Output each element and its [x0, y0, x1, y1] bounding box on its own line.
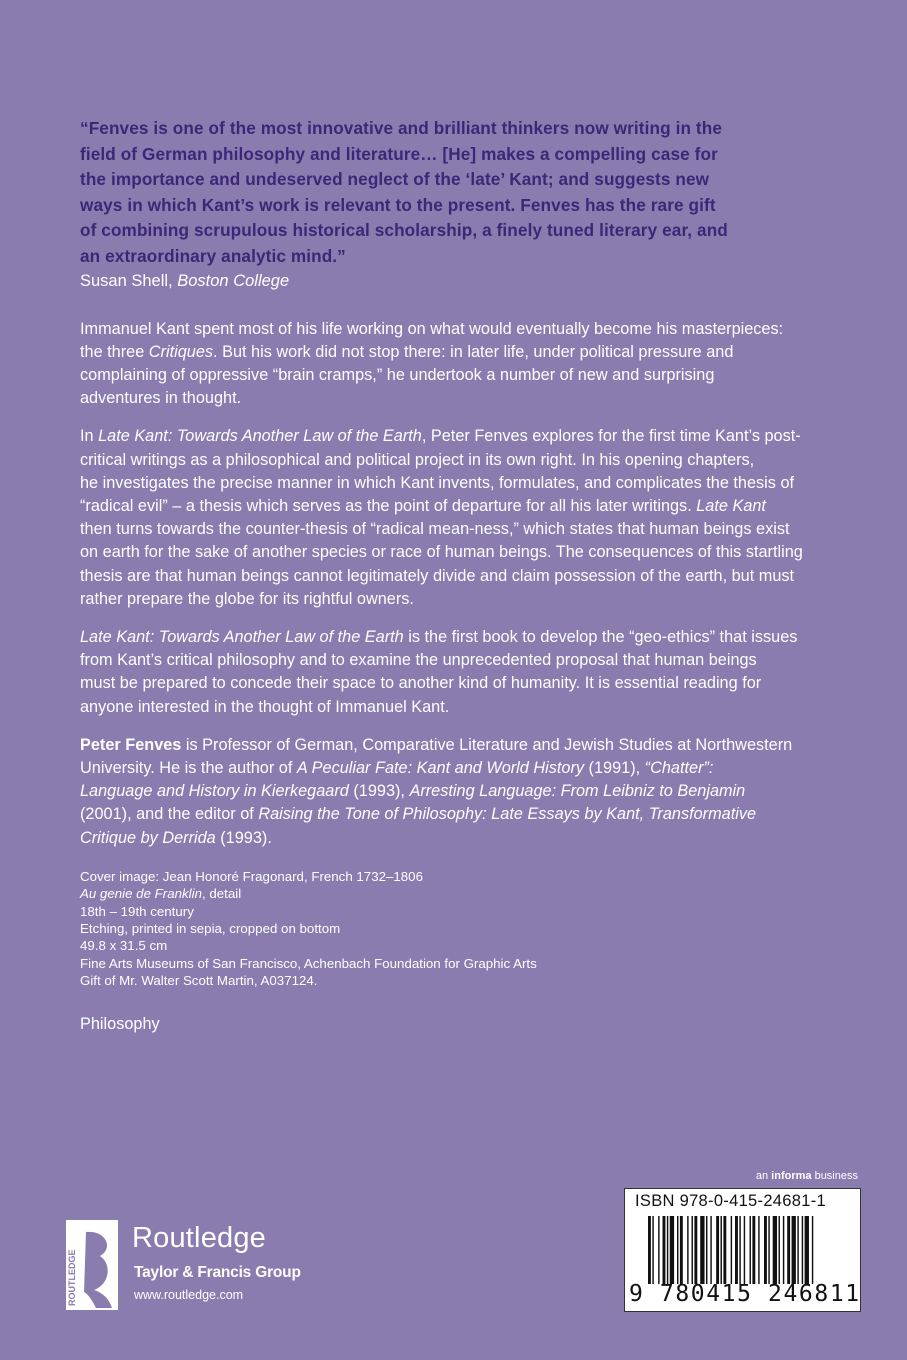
credit-line: Gift of Mr. Walter Scott Martin, A037124. — [80, 973, 318, 989]
text-run-italic: Late Kant: Towards Another Law of the Earth — [80, 628, 404, 646]
text-run-italic: A Peculiar Fate: Kant and World History — [296, 759, 585, 778]
author-bio — [80, 734, 850, 850]
subject-category: Philosophy — [80, 1014, 160, 1033]
text-run: (2001), and the editor of — [80, 805, 259, 824]
barcode-bar — [680, 1216, 683, 1284]
barcode-bar — [758, 1216, 759, 1284]
text-run-italic: “Chatter”: — [644, 759, 714, 778]
isbn-label: ISBN 978-0-415-24681-1 — [635, 1192, 826, 1210]
text-run-italic: Raising the Tone of Philosophy: Late Essays by Kant, Transformative — [258, 805, 757, 824]
barcode-bar — [652, 1216, 653, 1284]
barcode-bar — [735, 1216, 738, 1284]
barcode-bar — [692, 1216, 693, 1284]
barcode-bar — [670, 1216, 674, 1284]
credit-line — [80, 885, 850, 902]
text-run-italic: Late Kant: Towards Another Law of the Earth — [98, 427, 422, 446]
text-run: In — [80, 427, 99, 446]
barcode-bar — [779, 1216, 780, 1284]
barcode-bar — [787, 1216, 790, 1284]
author-name: Peter Fenves — [80, 735, 182, 754]
barcode-icon — [648, 1216, 848, 1284]
text-run: thesis are that human beings cannot legitimately divide and claim possession of the earth, but must — [80, 566, 795, 585]
routledge-logo-icon — [66, 1220, 118, 1310]
barcode-bar — [805, 1216, 809, 1284]
publisher-group: Taylor & Francis Group — [134, 1264, 301, 1281]
quote-text — [80, 116, 850, 270]
barcode-bar — [797, 1216, 798, 1284]
text-run-italic: Au genie de Franklin — [80, 886, 202, 902]
barcode-bar — [731, 1216, 732, 1284]
publisher-url: www.routledge.com — [134, 1288, 244, 1302]
text-run: is the first book to develop the “geo-ethics” that issues — [403, 628, 798, 646]
text-run: business — [811, 1170, 858, 1182]
blurb-paragraph-3 — [80, 626, 850, 719]
text-run: , detail — [201, 886, 242, 902]
text-run: Immanuel Kant spent most of his life working on what would eventually become his masterpieces: — [80, 319, 784, 338]
quote-line: an extraordinary analytic mind.” — [80, 245, 346, 266]
quote-line: field of German philosophy and literature… [He] makes a compelling case for — [80, 143, 718, 164]
isbn-barcode — [624, 1188, 861, 1312]
logo-mark-text: ROUTLEDGE — [67, 1249, 77, 1306]
barcode-bar — [783, 1216, 784, 1284]
credit-line: Etching, printed in sepia, cropped on bottom — [80, 921, 341, 937]
barcode-bar — [648, 1216, 651, 1284]
text-run: adventures in thought. — [80, 389, 242, 408]
publisher-name: Routledge — [132, 1222, 267, 1254]
blurb-paragraph-1 — [80, 318, 850, 411]
barcode-bar — [667, 1216, 668, 1284]
text-run-italic: Language and History in Kierkegaard — [80, 782, 349, 801]
credit-line: 49.8 x 31.5 cm — [80, 938, 168, 954]
barcode-bar — [658, 1216, 659, 1284]
text-run: rather prepare the globe for its rightful owners. — [80, 589, 414, 608]
credit-line: Cover image: Jean Honoré Fragonard, French 1732–1806 — [80, 868, 423, 884]
text-run-italic: Late Kant — [696, 496, 766, 515]
text-run: University. He is the author of — [80, 759, 297, 778]
barcode-bar — [764, 1216, 767, 1284]
barcode-bar — [752, 1216, 755, 1284]
blurb-paragraph-2 — [80, 425, 850, 611]
barcode-bar — [663, 1216, 666, 1284]
text-run: “radical evil” – a thesis which serves as the point of departure for all his later writings. — [80, 496, 697, 515]
barcode-digits: 9 780415 246811 — [629, 1281, 861, 1307]
text-run: an — [755, 1170, 772, 1182]
text-run: , Peter Fenves explores for the first time Kant’s post- — [421, 427, 801, 446]
quote-line: of combining scrupulous historical scholarship, a finely tuned literary ear, and — [80, 220, 728, 241]
back-cover-text — [80, 116, 850, 1034]
publisher-logo — [66, 1220, 326, 1310]
barcode-bar — [687, 1216, 688, 1284]
quote-affiliation: Boston College — [177, 271, 290, 290]
barcode-bar — [773, 1216, 777, 1284]
barcode-bar — [792, 1216, 796, 1284]
quote-attribution — [80, 270, 850, 293]
text-run: complaining of oppressive “brain cramps,” he undertook a number of new and surprising — [80, 365, 715, 384]
barcode-bar — [750, 1216, 751, 1284]
barcode-bar — [739, 1216, 740, 1284]
quote-line: the importance and undeserved neglect of the ‘late’ Kant; and suggests new — [80, 169, 710, 190]
quote-author: Susan Shell, — [80, 271, 178, 290]
barcode-bar — [706, 1216, 707, 1284]
barcode-bar — [694, 1216, 697, 1284]
text-run: from Kant’s critical philosophy and to examine the unprecedented proposal that human beings — [80, 651, 757, 670]
text-run: (1991), — [584, 759, 645, 778]
text-run: he investigates the precise manner in which Kant invents, formulates, and complicates the thesis of — [80, 473, 795, 492]
barcode-bar — [768, 1216, 769, 1284]
text-run: must be prepared to concede their space to another kind of humanity. It is essential reading for — [80, 674, 762, 693]
text-run: the three — [80, 342, 149, 361]
quote-line: ways in which Kant’s work is relevant to the present. Fenves has the rare gift — [80, 194, 716, 215]
text-run: then turns towards the counter-thesis of “radical mean-ness,” which states that human beings exist — [80, 520, 790, 539]
text-run: on earth for the sake of another species or race of human beings. The consequences of this startling — [80, 543, 803, 562]
text-run: . But his work did not stop there: in later life, under political pressure and — [213, 342, 734, 361]
barcode-bar — [716, 1216, 719, 1284]
text-run: (1993), — [348, 782, 410, 801]
text-run: critical writings as a philosophical and political project in its own right. In his opening chapters, — [80, 450, 755, 469]
barcode-bar — [802, 1216, 803, 1284]
text-run-italic: Arresting Language: From Leibniz to Benjamin — [409, 782, 746, 801]
credit-line: 18th – 19th century — [80, 903, 194, 919]
barcode-bar — [812, 1216, 813, 1284]
text-run-bold: informa — [771, 1170, 812, 1182]
barcode-bar — [744, 1216, 745, 1284]
text-run-italic: Critique by Derrida — [80, 828, 216, 847]
quote-line: “Fenves is one of the most innovative and brilliant thinkers now writing in the — [80, 118, 723, 138]
text-run-italic: Critiques — [148, 342, 214, 361]
barcode-bar — [700, 1216, 704, 1284]
cover-image-credits — [80, 868, 850, 990]
text-run: is Professor of German, Comparative Literature and Jewish Studies at Northwestern — [181, 735, 793, 754]
endorsement-quote — [80, 116, 850, 293]
barcode-bar — [723, 1216, 726, 1284]
barcode-bar — [721, 1216, 722, 1284]
barcode-bar — [677, 1216, 678, 1284]
credit-line: Fine Arts Museums of San Francisco, Achenbach Foundation for Graphic Arts — [80, 955, 537, 971]
text-run: (1993). — [215, 828, 272, 847]
informa-tagline — [756, 1170, 858, 1182]
barcode-bar — [710, 1216, 711, 1284]
text-run: anyone interested in the thought of Immanuel Kant. — [80, 697, 450, 716]
